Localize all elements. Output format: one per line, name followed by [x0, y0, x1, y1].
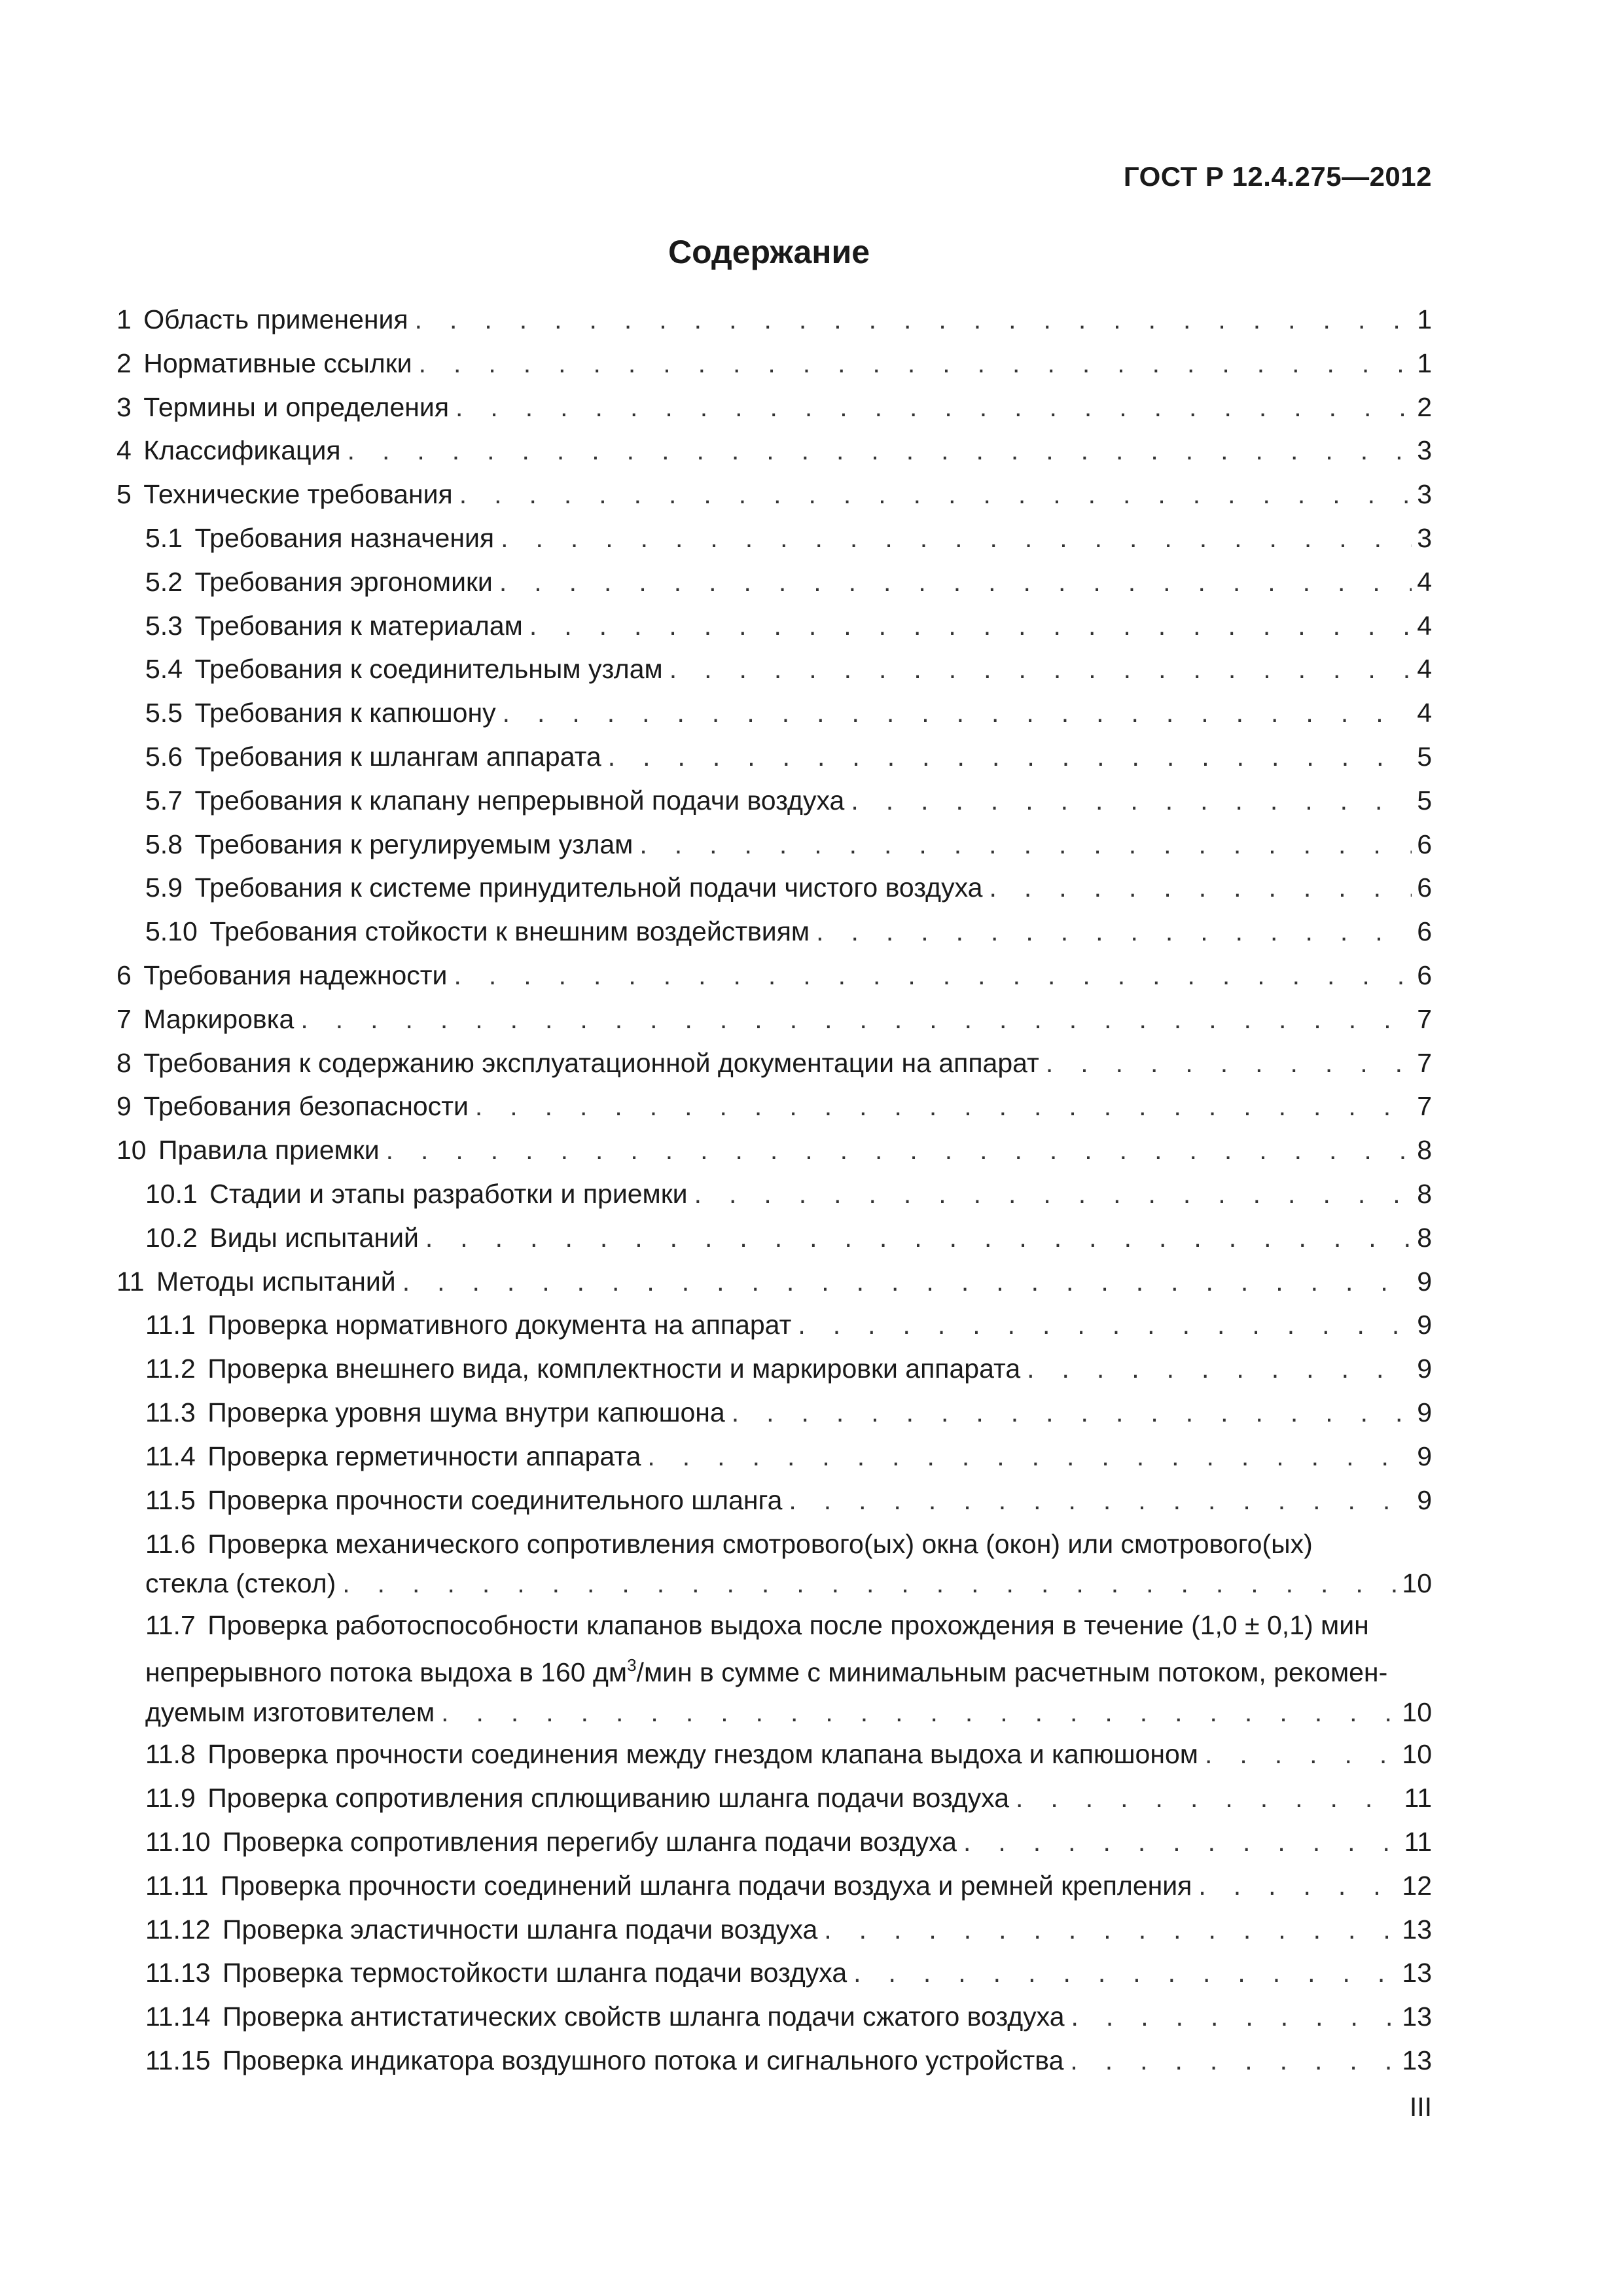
dot-leader — [342, 1564, 1397, 1603]
dot-leader — [824, 1908, 1397, 1952]
dot-leader — [1070, 2039, 1397, 2083]
dot-leader — [300, 997, 1412, 1041]
toc-entry-11-3[interactable]: 11.3 Проверка уровня шума внутри капюшона . . . 9 — [116, 1391, 1432, 1435]
toc-entry-11-7[interactable]: 11.7 Проверка работоспособности клапанов выдоха после прохождения в течение (1,0 ± 0,1) мин непрерывного потока выдоха в 160 $дм^3$/мин в сумме с минимальным расчетным потоком, рекомен- дуемым изготовителем . . . 10 — [116, 1603, 1432, 1732]
toc-entry-5-1[interactable]: 5.1 Требования назначения . . . 3 — [116, 516, 1432, 560]
toc-entry-11-13[interactable]: 11.13 Проверка термостойкости шланга подачи воздуха . . . 13 — [116, 1951, 1432, 1995]
toc-entry-5-10[interactable]: 5.10 Требования стойкости к внешним воздействиям . . . 6 — [116, 910, 1432, 954]
toc-entry-10-2[interactable]: 10.2 Виды испытаний . . . 8 — [116, 1216, 1432, 1260]
page-number: III — [1409, 2092, 1432, 2122]
dot-leader — [503, 691, 1412, 735]
dot-leader — [853, 1951, 1397, 1995]
dot-leader — [529, 604, 1412, 648]
toc-entry-6[interactable]: 6 Требования надежности . . . 6 — [116, 954, 1432, 997]
toc-entry-5[interactable]: 5 Технические требования . . . 3 — [116, 473, 1432, 516]
toc-entry-1[interactable]: 1 Область применения . . . 1 — [116, 298, 1432, 342]
dot-leader — [386, 1128, 1412, 1172]
dot-leader — [732, 1391, 1412, 1435]
toc-entry-5-8[interactable]: 5.8 Требования к регулируемым узлам . . . 6 — [116, 823, 1432, 867]
toc-entry-7[interactable]: 7 Маркировка . . . 7 — [116, 997, 1432, 1041]
toc-entry-11-10[interactable]: 11.10 Проверка сопротивления перегибу шланга подачи воздуха . . . 11 — [116, 1820, 1432, 1864]
dot-leader — [454, 954, 1412, 997]
dot-leader — [816, 910, 1412, 954]
toc-entry-11[interactable]: 11 Методы испытаний . . . 9 — [116, 1260, 1432, 1304]
toc-entry-5-7[interactable]: 5.7 Требования к клапану непрерывной подачи воздуха . . . 5 — [116, 779, 1432, 823]
dot-leader — [1016, 1776, 1399, 1820]
toc-entry-11-5[interactable]: 11.5 Проверка прочности соединительного шланга . . . 9 — [116, 1479, 1432, 1522]
toc-entry-5-3[interactable]: 5.3 Требования к материалам . . . 4 — [116, 604, 1432, 648]
toc-entry-5-6[interactable]: 5.6 Требования к шлангам аппарата . . . 5 — [116, 735, 1432, 779]
toc-entry-11-14[interactable]: 11.14 Проверка антистатических свойств шланга подачи сжатого воздуха . . . 13 — [116, 1995, 1432, 2039]
toc-entry-11-9[interactable]: 11.9 Проверка сопротивления сплющиванию шланга подачи воздуха . . . 11 — [116, 1776, 1432, 1820]
toc-title: Содержание — [668, 234, 870, 270]
toc-entry-5-4[interactable]: 5.4 Требования к соединительным узлам . . . 4 — [116, 647, 1432, 691]
dot-leader — [639, 823, 1412, 867]
dot-leader — [415, 298, 1412, 342]
table-of-contents — [116, 298, 1432, 2083]
toc-entry-11-4[interactable]: 11.4 Проверка герметичности аппарата . . . 9 — [116, 1435, 1432, 1479]
dot-leader — [694, 1172, 1412, 1216]
dot-leader — [455, 386, 1412, 429]
dot-leader — [798, 1303, 1412, 1347]
dot-leader — [475, 1085, 1412, 1128]
dot-leader — [348, 429, 1412, 473]
dot-leader — [608, 735, 1412, 779]
toc-entry-11-11[interactable]: 11.11 Проверка прочности соединений шланга подачи воздуха и ремней крепления . . . 12 — [116, 1864, 1432, 1908]
toc-entry-11-6[interactable]: 11.6 Проверка механического сопротивления смотрового(ых) окна (окон) или смотрового(ых) стекла (стекол) . . . 10 — [116, 1522, 1432, 1603]
dot-leader — [1046, 1041, 1412, 1085]
dot-leader — [499, 560, 1412, 604]
toc-entry-4[interactable]: 4 Классификация . . . 3 — [116, 429, 1432, 473]
standard-designation: ГОСТ Р 12.4.275—2012 — [1123, 161, 1432, 192]
dot-leader — [425, 1216, 1412, 1260]
dot-leader — [1198, 1864, 1397, 1908]
dot-leader — [1071, 1995, 1397, 2039]
toc-entry-10-1[interactable]: 10.1 Стадии и этапы разработки и приемки . . . 8 — [116, 1172, 1432, 1216]
toc-entry-5-2[interactable]: 5.2 Требования эргономики . . . 4 — [116, 560, 1432, 604]
dot-leader — [851, 779, 1412, 823]
dot-leader — [441, 1693, 1397, 1732]
dot-leader — [419, 342, 1412, 386]
dot-leader — [1027, 1347, 1412, 1391]
dot-leader — [989, 866, 1412, 910]
dot-leader — [501, 516, 1412, 560]
dot-leader — [789, 1479, 1412, 1522]
toc-entry-5-9[interactable]: 5.9 Требования к системе принудительной подачи чистого воздуха . . . 6 — [116, 866, 1432, 910]
toc-entry-11-1[interactable]: 11.1 Проверка нормативного документа на аппарат . . . 9 — [116, 1303, 1432, 1347]
toc-entry-11-8[interactable]: 11.8 Проверка прочности соединения между гнездом клапана выдоха и капюшоном . . . 10 — [116, 1732, 1432, 1776]
toc-entry-10[interactable]: 10 Правила приемки . . . 8 — [116, 1128, 1432, 1172]
toc-entry-11-12[interactable]: 11.12 Проверка эластичности шланга подачи воздуха . . . 13 — [116, 1908, 1432, 1952]
dot-leader — [459, 473, 1412, 516]
dot-leader — [963, 1820, 1399, 1864]
toc-entry-2[interactable]: 2 Нормативные ссылки . . . 1 — [116, 342, 1432, 386]
dot-leader — [402, 1260, 1412, 1304]
toc-entry-3[interactable]: 3 Термины и определения . . . 2 — [116, 386, 1432, 429]
dot-leader — [647, 1435, 1412, 1479]
toc-entry-5-5[interactable]: 5.5 Требования к капюшону . . . 4 — [116, 691, 1432, 735]
toc-entry-11-2[interactable]: 11.2 Проверка внешнего вида, комплектности и маркировки аппарата . . . 9 — [116, 1347, 1432, 1391]
dot-leader — [1205, 1732, 1397, 1776]
toc-entry-11-15[interactable]: 11.15 Проверка индикатора воздушного потока и сигнального устройства . . . 13 — [116, 2039, 1432, 2083]
toc-entry-9[interactable]: 9 Требования безопасности . . . 7 — [116, 1085, 1432, 1128]
toc-entry-8[interactable]: 8 Требования к содержанию эксплуатационной документации на аппарат . . . 7 — [116, 1041, 1432, 1085]
dot-leader — [669, 647, 1412, 691]
